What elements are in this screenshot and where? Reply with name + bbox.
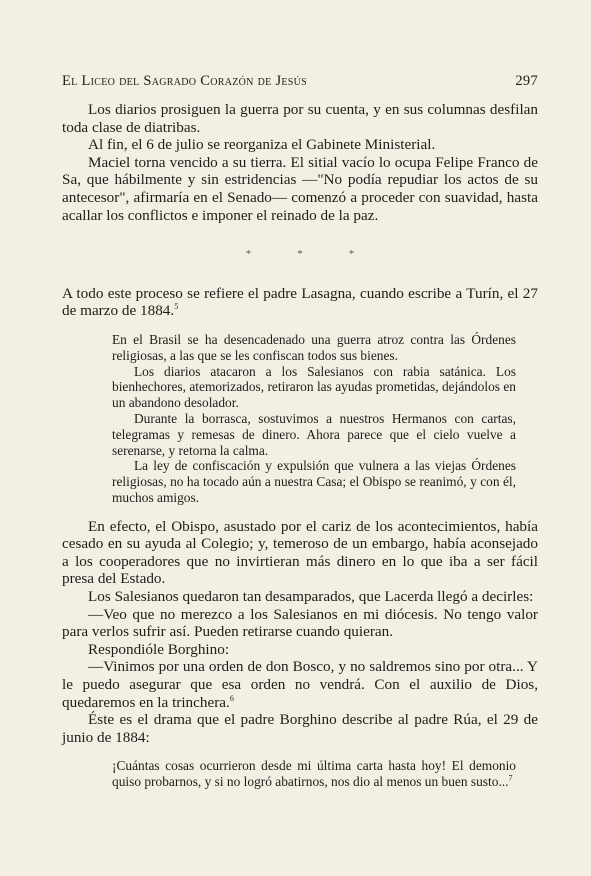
block-quote: [112, 758, 516, 790]
paragraph: [62, 285, 538, 320]
paragraph-text: A todo este proceso se refiere el padre Lasagna, cuando escribe a Turín, el 27 de marzo de 1884.: [62, 284, 538, 320]
quote-paragraph: Los diarios atacaron a los Salesianos con rabia satánica. Los bienhechores, atemorizados, retiraron las ayudas prometidas, dejándolos en un abandono desolador.: [112, 363, 516, 411]
footnote-ref: 5: [174, 302, 179, 312]
paragraph: Maciel torna vencido a su tierra. El sitial vacío lo ocupa Felipe Franco de Sa, que hábilmente y sin estridencias —"No podía repudiar los actos de su antecesor", afirmaría en el Senado— comenzó a proceder con suavidad, hasta acallar los conflictos e imponer el reinado de la paz.: [62, 153, 538, 224]
footnote-ref: 7: [508, 773, 513, 783]
running-header: [62, 73, 538, 90]
paragraph: Al fin, el 6 de julio se reorganiza el Gabinete Ministerial.: [88, 136, 436, 154]
asterisk: *: [297, 248, 303, 261]
running-title: El Liceo del Sagrado Corazón de Jesús: [62, 73, 308, 89]
quote-paragraph: En el Brasil se ha desencadenado una guerra atroz contra las Órdenes religiosas, a las que se les confiscan todos sus bienes.: [112, 331, 516, 363]
section-separator: [62, 246, 538, 264]
paragraph-text: —Vinimos por una orden de don Bosco, y no saldremos sino por otra... Y le puedo asegurar que esa orden no vendrá. Con el auxilio de Dios, quedaremos en la trinchera.: [62, 658, 538, 711]
paragraph: [62, 658, 538, 711]
paragraph: En efecto, el Obispo, asustado por el cariz de los acontecimientos, había cesado en su ayuda al Colegio; y, temeroso de un embargo, había aconsejado a los cooperadores que no invirtieran más dinero en lo que iba a ser fácil presa del Estado.: [62, 517, 538, 588]
page-body: [62, 101, 538, 802]
asterisk: *: [245, 248, 252, 261]
paragraph: Los Salesianos quedaron tan desamparados, que Lacerda llegó a decirles:: [88, 588, 534, 606]
page-number: 297: [515, 73, 538, 89]
block-quote: [112, 332, 516, 506]
footnote-ref: 6: [229, 693, 234, 703]
paragraph: —Veo que no merezco a los Salesianos en mi diócesis. No tengo valor para verlos sufrir así. Pueden retirarse cuando quieran.: [62, 605, 538, 641]
quote-paragraph: Durante la borrasca, sostuvimos a nuestros Hermanos con cartas, telegramas y remesas de dinero. Ahora parece que el cielo vuelve a serenarse, y retorna la calma.: [112, 410, 516, 458]
quote-paragraph: La ley de confiscación y expulsión que vulnera a las viejas Órdenes religiosas, no ha tocado aún a nuestra Casa; el Obispo se reanimó, y con él, muchos amigos.: [112, 458, 516, 505]
paragraph: Éste es el drama que el padre Borghino describe al padre Rúa, el 29 de junio de 1884:: [62, 711, 538, 746]
asterisk: *: [348, 248, 355, 261]
paragraph: Los diarios prosiguen la guerra por su cuenta, y en sus columnas desfilan toda clase de diatribas.: [62, 101, 538, 136]
quote-text: ¡Cuántas cosas ocurrieron desde mi última carta hasta hoy! El demonio quiso probarnos, y si no logró abatirnos, nos dio al menos un buen susto...: [112, 758, 516, 790]
quote-paragraph: [112, 758, 516, 790]
paragraph: Respondióle Borghino:: [88, 640, 230, 658]
